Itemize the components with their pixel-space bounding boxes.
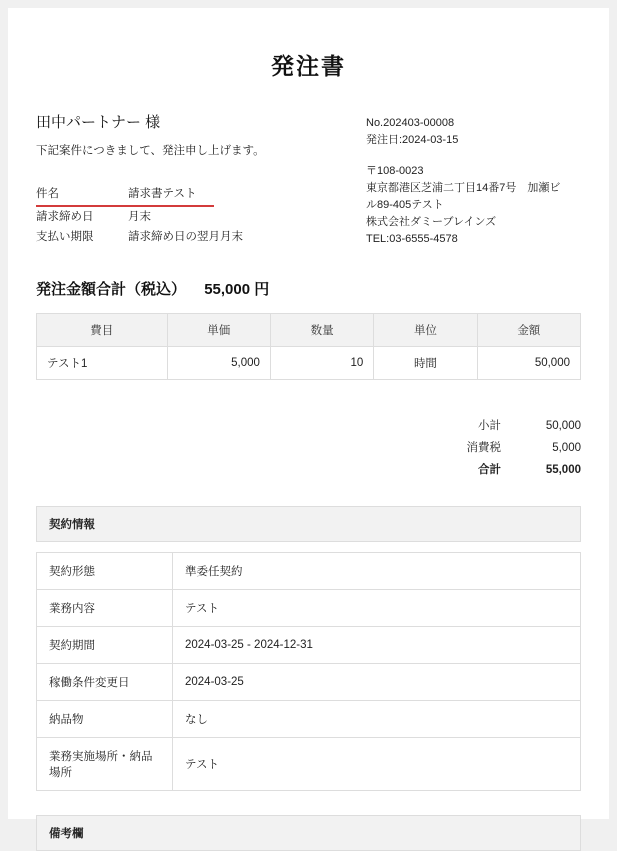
summary-label: 小計 xyxy=(478,420,501,433)
contract-key: 契約期間 xyxy=(37,626,173,663)
total-amount-value: 55,000 円 xyxy=(204,281,270,299)
summary-row-total xyxy=(421,460,581,482)
summary-table xyxy=(421,416,581,482)
column-header-item: 費目 xyxy=(37,314,168,347)
summary-row-tax xyxy=(421,438,581,460)
column-header-price: 単価 xyxy=(167,314,270,347)
contract-value: なし xyxy=(173,700,581,737)
table-row xyxy=(37,589,581,626)
remarks-section-header: 備考欄 xyxy=(36,815,581,851)
issuer-address-line2: ル89-405テスト xyxy=(366,199,444,212)
contract-value: テスト xyxy=(173,589,581,626)
issuer-company: 株式会社ダミーブレインズ xyxy=(366,216,497,229)
addressee: 田中パートナー 様 xyxy=(36,114,161,131)
document-number-block xyxy=(366,115,581,149)
issuer-tel: TEL:03-6555-4578 xyxy=(366,233,458,246)
document-header xyxy=(36,111,581,248)
items-table-header-row xyxy=(37,314,581,347)
meta-row xyxy=(36,227,366,247)
contract-key: 業務内容 xyxy=(37,589,173,626)
cell-item: テスト1 xyxy=(37,347,168,380)
summary-label: 合計 xyxy=(478,464,501,477)
summary-block xyxy=(36,416,581,482)
contract-value: 2024-03-25 xyxy=(173,663,581,700)
summary-row-subtotal xyxy=(421,416,581,438)
table-row xyxy=(37,700,581,737)
column-header-amount: 金額 xyxy=(477,314,580,347)
column-header-qty: 数量 xyxy=(270,314,373,347)
contract-key: 業務実施場所・納品場所 xyxy=(37,737,173,790)
summary-label: 消費税 xyxy=(466,442,501,455)
total-amount-line xyxy=(36,278,581,299)
table-row xyxy=(37,347,581,380)
meta-label: 件名 xyxy=(36,184,128,207)
document-page xyxy=(8,8,609,840)
contract-key: 契約形態 xyxy=(37,552,173,589)
items-table xyxy=(36,313,581,380)
cell-qty: 10 xyxy=(270,347,373,380)
table-row xyxy=(37,552,581,589)
meta-row xyxy=(36,184,366,207)
contract-section-header: 契約情報 xyxy=(36,506,581,542)
summary-value: 50,000 xyxy=(545,420,581,433)
lead-text: 下記案件につきまして、発注申し上げます。 xyxy=(36,145,265,157)
contract-value: テスト xyxy=(173,737,581,790)
meta-value: 請求締め日の翌月月末 xyxy=(128,231,243,244)
meta-row xyxy=(36,207,366,227)
issuer-postal: 〒108-0023 xyxy=(366,165,424,178)
meta-value: 月末 xyxy=(128,211,151,224)
table-row xyxy=(37,737,581,790)
issuer-block xyxy=(366,111,581,248)
contract-value: 準委任契約 xyxy=(173,552,581,589)
header-left-column xyxy=(36,111,366,247)
summary-value: 5,000 xyxy=(552,442,581,455)
contract-key: 稼働条件変更日 xyxy=(37,663,173,700)
contract-key: 納品物 xyxy=(37,700,173,737)
document-meta-table xyxy=(36,184,366,247)
total-amount-label: 発注金額合計（税込） xyxy=(36,281,187,299)
page-title: 発注書 xyxy=(271,53,346,79)
meta-label: 請求締め日 xyxy=(36,211,94,224)
contract-info-table xyxy=(36,552,581,791)
cell-amount: 50,000 xyxy=(477,347,580,380)
cell-unit: 時間 xyxy=(374,347,477,380)
meta-label: 支払い期限 xyxy=(36,231,94,244)
cell-price: 5,000 xyxy=(167,347,270,380)
table-row xyxy=(37,663,581,700)
order-date: 発注日:2024-03-15 xyxy=(366,134,459,147)
meta-value: 請求書テスト xyxy=(128,184,214,207)
contract-value: 2024-03-25 - 2024-12-31 xyxy=(173,626,581,663)
document-number: No.202403-00008 xyxy=(366,117,455,129)
issuer-address-line1: 東京都港区芝浦二丁目14番7号 加瀬ビ xyxy=(366,182,561,195)
summary-value: 55,000 xyxy=(545,464,581,477)
table-row xyxy=(37,626,581,663)
column-header-unit: 単位 xyxy=(374,314,477,347)
